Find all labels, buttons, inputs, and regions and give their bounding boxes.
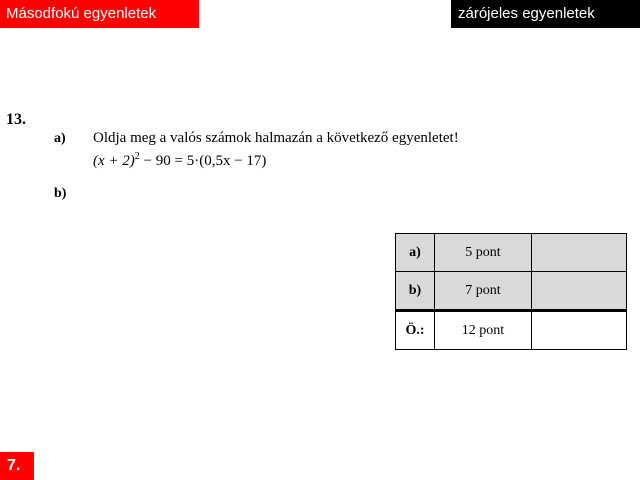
equation-exponent: 2 xyxy=(134,151,140,162)
score-field[interactable] xyxy=(532,311,627,350)
part-a-label: a) xyxy=(54,131,66,146)
equation-rest: − 90 = 5·(0,5x − 17) xyxy=(139,153,267,169)
part-a-task-text: Oldja meg a valós számok halmazán a következő egyenletet! xyxy=(93,130,459,146)
score-field[interactable] xyxy=(532,272,627,311)
problem-number: 13. xyxy=(6,111,26,128)
part-b-label: b) xyxy=(54,186,67,201)
score-points: 5 pont xyxy=(435,234,532,272)
score-points: 7 pont xyxy=(435,272,532,311)
score-row-b xyxy=(396,272,627,311)
equation xyxy=(93,151,266,170)
equation-lhs: (x + 2) xyxy=(93,153,135,169)
page-number: 7. xyxy=(0,452,34,480)
subtopic-label: zárójeles egyenletek xyxy=(451,0,640,28)
topic-label: Másodfokú egyenletek xyxy=(0,0,199,28)
score-label: a) xyxy=(396,234,435,272)
score-label: Ö.: xyxy=(396,311,435,350)
score-row-total xyxy=(396,311,627,350)
score-row-a xyxy=(396,234,627,272)
score-label: b) xyxy=(396,272,435,311)
score-field[interactable] xyxy=(532,234,627,272)
score-points: 12 pont xyxy=(435,311,532,350)
score-table xyxy=(395,233,627,350)
